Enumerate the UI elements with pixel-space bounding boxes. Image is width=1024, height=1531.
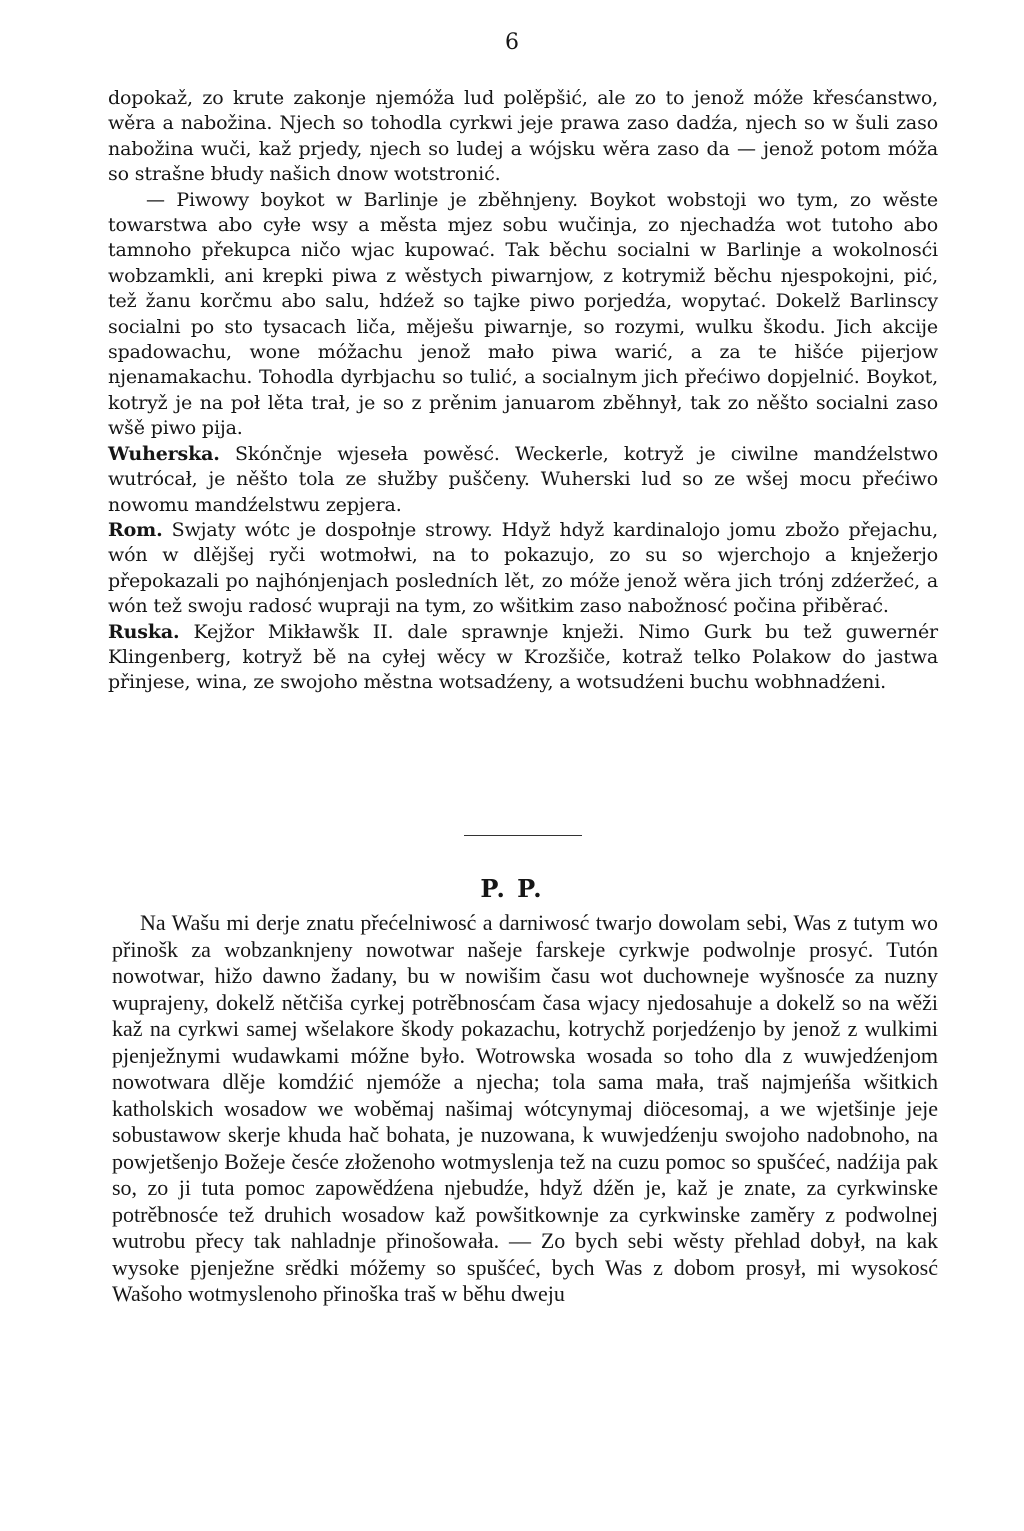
paragraph-body: Swjaty wótc je dospołnje strowy. Hdyž hdyž kardinalojo jomu zbožo přejachu, wón w dlějšej ryči wotmołwi, na to pokazujo, zo su so wjerchojo a knježerjo přepokazali po najhónjenjach posledních lět, zo móže jenož wěra jich trónj zdźeržeć, a wón tež swoju radosć wupraji na tym, zo wšitkim zaso nabožnosć počina přiběrać. <box>108 518 939 618</box>
letter-body <box>112 910 938 1308</box>
fraktur-text-block <box>108 86 938 696</box>
paragraph-body: Skónčnje wjeseła powěsć. Weckerle, kotryž je ciwilne mandźelstwo wutrócał, je něšto tola ze słužby puščeny. Wuherski lud so ze wšej mocu přećiwo nowomu mandźelstwu zepjera. <box>108 442 939 516</box>
section-divider <box>464 835 582 836</box>
page-number: 6 <box>505 30 519 55</box>
fraktur-paragraph: dopokaž, zo krute zakonje njemóža lud polěpšić, ale zo to jenož móže křesćanstwo, wěra a nabožina. Njech so tohodla cyrkwi jeje prawa zaso dadźa, njech so w šuli zaso nabožina wuči, kaž prjedy, njech so ludej a wójsku wěra zaso da — jenož potom móža so strašne błudy našich dnow wotstronić. <box>108 87 938 186</box>
letter-heading: P. P. <box>480 874 544 903</box>
section-lead: Wuherska. <box>108 442 220 465</box>
paragraph-body: Kejžor Mikławšk II. dale sprawnje knježi. Nimo Gurk bu tež guwernér Klingenberg, kotryž bě na cyłej wěcy w Krozšiče, kotraž telko Polakow do jastwa přinjese, wina, ze swojoho městna wotsadźeny, a wotsudźeni buchu wobhnadźeni. <box>108 620 938 694</box>
section-lead: Ruska. <box>108 620 180 643</box>
letter-paragraph: Na Wašu mi derje znatu přećelniwosć a darniwosć twarjo dowolam sebi, Was z tutym wo přinošk za wobzanknjeny nowotwar našeje farskeje cyrkwje podwolnje prosyć. Tutón nowotwar, hižo dawno žadany, bu w nowišim času wot duchowneje wyšnosće za nuzny wuprajeny, dokelž nětčiša cyrkej potrěbnosćam časa wjacy njedosahuje a dokelž so na wěži kaž na cyrkwi samej wšelakore škody pokazachu, kotrychž porjedźenjo by jenož z wulkimi pjenježnymi wudawkami móžne było. Wotrowska wosada so toho dla z wuwjedźenjom nowotwara dlěje komdźić njemóže a njecha; tola sama mała, traš najmjeńša wšitkich katholskich wosadow we woběmaj našimaj wótcynymaj diöcesomaj, a we wjetšinje jeje sobustawow skerje khuda hač bohata, je nuzowana, k wuwjedźenju swojoho nadobnoho, na powjetšenjo Božeje česće złoženoho wotmyslenja tež na cuzu pomoc so spušćeć, nadźija pak so, zo ji tuta pomoc zapowědźena njebudźe, hdyž dźěn je, kaž je znate, za cyrkwinske potrěbnosće tež druhich wosadow kaž powšitkownje za cyrkwinske zaměry z podwolnej wutrobu přecy tak nahladnje přinošowała. — Zo bych sebi wěsty přehlad dobył, na kak wysoke pjenježne srědki móžemy so spušćeć, bych Was z dobom prosył, mi wysokosć Wašoho wotmyslenoho přinoška traš w běhu dweju <box>112 910 938 1306</box>
fraktur-paragraph <box>108 620 938 696</box>
fraktur-paragraph <box>108 518 938 620</box>
fraktur-paragraph <box>108 442 938 518</box>
fraktur-paragraph: — Piwowy boykot w Barlinje je zběhnjeny. Boykot wobstoji wo tym, zo wěste towarstwa abo cyłe wsy a města mjez sobu wučinja, zo njechadźa wot tutoho abo tamnoho překupca ničo wjac kupować. Tak běchu socialni w Barlinje a wokolnosći wobzamkli, ani krepki piwa z wěstych piwarnjow, z kotrymiž běchu njespokojni, pić, tež žanu korčmu abo salu, hdźež so tajke piwo porjedźa, wopytać. Dokelž Barlinscy socialni po sto tysacach liča, měješu piwarnje, so rozymi, wulku škodu. Jich akcije spadowachu, wone móžachu jenož mało piwa warić, a za te hišće pijerjow njenamakachu. Tohodla dyrbjachu so tulić, a socialnym jich přećiwo dopjelnić. Boykot, kotryž je na poł lěta trał, je so z prěnim januarom zběhnył, tak zo něšto socialni zaso wšě piwo pija. <box>108 188 938 440</box>
section-lead: Rom. <box>108 518 163 541</box>
